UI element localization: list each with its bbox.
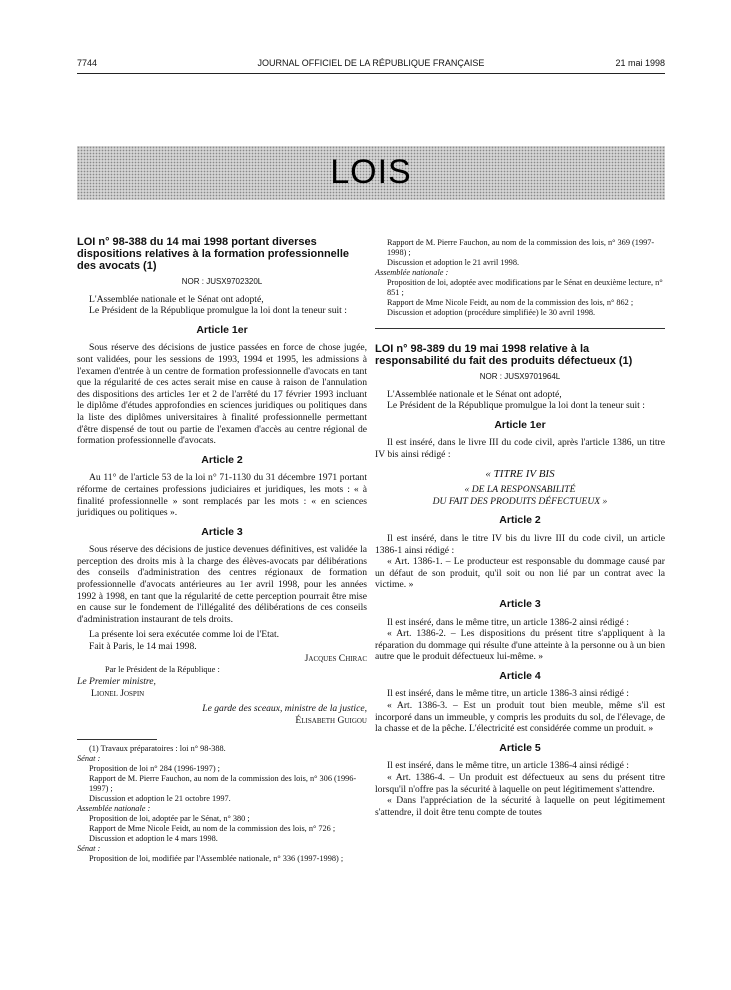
prime-minister-name: Lionel Jospin: [91, 687, 145, 699]
law-intro: Le Président de la République promulgue la loi dont la teneur suit :: [387, 400, 645, 412]
article-quote: « Art. 1386-4. – Un produit est défectueux au sens du présent titre lorsqu'il n'offre pas la sécurité à laquelle on peut légitimement s'attendre.: [375, 772, 665, 795]
prime-minister-title: Le Premier ministre,: [77, 676, 156, 688]
footnotes: [77, 744, 367, 864]
law-title: LOI n° 98-388 du 14 mai 1998 portant diverses dispositions relatives à la formation professionnelle des avocats (1): [77, 236, 350, 272]
footnote-line: Assemblée nationale :: [375, 268, 449, 277]
closing-text: La présente loi sera exécutée comme loi de l'Etat.: [89, 629, 280, 641]
right-column: [375, 238, 665, 818]
footnote-line: Discussion et adoption le 4 mars 1998.: [89, 833, 218, 843]
page-number: 7744: [77, 58, 98, 68]
law-title: LOI n° 98-389 du 19 mai 1998 relative à la responsabilité du fait des produits défectueux (1): [375, 343, 633, 367]
footnote-line: Rapport de Mme Nicole Feidt, au nom de la commission des lois, n° 862 ;: [387, 298, 634, 307]
section-title: LOIS: [330, 153, 412, 191]
article-quote: « Art. 1386-1. – Le producteur est responsable du dommage causé par un défaut de son produit, qu'il soit ou non lié par un contrat avec la victime. »: [375, 556, 665, 591]
footnote-line: Sénat :: [77, 843, 101, 853]
footnote-line: Assemblée nationale :: [77, 803, 151, 813]
issue-date: 21 mai 1998: [615, 58, 665, 68]
footnotes-continued: [375, 238, 665, 318]
article-heading: Article 2: [201, 453, 243, 466]
article-heading: Article 3: [499, 597, 541, 610]
article-text: Sous réserve des décisions de justice devenues définitives, est validée la perception des droits mis à la charge des élèves-avocats par délibérations des conseils d'administration des centres régionaux de formation professionnelle d'avocats antérieures au 1er avril 1998, pour les années 1992 à 1998, en tant que la régularité de cette perception pourrait être mise en cause sur le fondement de l'illégalité des délibérations de ces conseils d'administration instaurant de tels droits.: [77, 544, 367, 625]
left-column: [77, 236, 367, 864]
signatory-president: Jacques Chirac: [304, 652, 367, 664]
footnote-line: Proposition de loi, adoptée avec modifications par le Sénat en deuxième lecture, n° 851 ;: [387, 278, 663, 297]
nor-reference: NOR : JUSX9701964L: [479, 372, 561, 381]
article-text: Au 11° de l'article 53 de la loi n° 71-1130 du 31 décembre 1971 portant réforme de certaines professions judiciaires et juridiques, les mots : « à finalité professionnelle » sont remplacés par les mots : « en sciences juridiques ou politiques ».: [77, 472, 367, 519]
footnote-line: Proposition de loi, adoptée par le Sénat, n° 380 ;: [89, 813, 250, 823]
law-intro: L'Assemblée nationale et le Sénat ont adopté,: [387, 388, 562, 400]
article-heading: Article 4: [499, 669, 541, 682]
by-president-label: Par le Président de la République :: [105, 665, 220, 675]
closing-date: Fait à Paris, le 14 mai 1998.: [89, 641, 197, 653]
titre-subheading: « DE LA RESPONSABILITÉ: [464, 484, 576, 496]
journal-title: JOURNAL OFFICIEL DE LA RÉPUBLIQUE FRANÇAISE: [257, 58, 485, 68]
footnote-line: (1) Travaux préparatoires : loi n° 98-388.: [89, 743, 226, 753]
article-text: Sous réserve des décisions de justice passées en force de chose jugée, sont validées, pour les sessions de 1993, 1994 et 1995, les admissions à l'examen d'entrée à un centre de formation professionnelle d'avocats en tant que la régularité de ces actes serait mise en cause à raison de l'annulation des dispositions des articles 1er et 2 de l'arrêté du 17 février 1993 incluant le diplôme d'études approfondies en sciences juridiques ou politiques dans la liste des diplômes universitaires à finalité professionnelle permettant d'être dispensé de tout ou partie de l'examen d'accès au centre régional de formation professionnelle d'avocats.: [77, 342, 367, 447]
minister-title: Le garde des sceaux, ministre de la justice,: [202, 703, 367, 715]
footnote-line: Sénat :: [77, 753, 101, 763]
footnote-line: Proposition de loi n° 284 (1996-1997) ;: [89, 763, 220, 773]
article-quote: « Art. 1386-3. – Est un produit tout bien meuble, même s'il est incorporé dans un immeuble, y compris les produits du sol, de l'élevage, de la chasse et de la pêche. L'électricité est considérée comme un produit. »: [375, 700, 665, 735]
article-heading: Article 1er: [196, 323, 248, 336]
article-text: Il est inséré, dans le livre III du code civil, après l'article 1386, un titre IV bis ainsi rédigé :: [375, 437, 665, 460]
article-heading: Article 1er: [494, 418, 546, 431]
footnote-line: Discussion et adoption le 21 avril 1998.: [387, 258, 520, 267]
nor-reference: NOR : JUSX9702320L: [181, 277, 263, 286]
footnote-line: Proposition de loi, modifiée par l'Assemblée nationale, n° 336 (1997-1998) ;: [89, 853, 344, 863]
article-quote: « Dans l'appréciation de la sécurité à laquelle on peut légitimement s'attendre, il doit être tenu compte de toutes: [375, 795, 665, 818]
article-heading: Article 5: [499, 741, 541, 754]
law-intro: L'Assemblée nationale et le Sénat ont adopté,: [89, 293, 264, 305]
footnote-line: Rapport de Mme Nicole Feidt, au nom de la commission des lois, n° 726 ;: [89, 823, 336, 833]
footnote-line: Rapport de M. Pierre Fauchon, au nom de la commission des lois, n° 369 (1997-1998) ;: [387, 238, 655, 257]
page-header: [77, 58, 665, 72]
law-separator: [375, 328, 665, 329]
section-banner: [77, 146, 665, 200]
article-text: Il est inséré, dans le même titre, un article 1386-2 ainsi rédigé :: [387, 616, 629, 628]
footnote-line: Rapport de M. Pierre Fauchon, au nom de la commission des lois, n° 306 (1996-1997) ;: [89, 773, 357, 793]
article-heading: Article 2: [499, 514, 541, 527]
footnote-line: Discussion et adoption le 21 octobre 1997.: [89, 793, 231, 803]
minister-name: Élisabeth Guigou: [295, 715, 367, 726]
footnote-line: Discussion et adoption (procédure simplifiée) le 30 avril 1998.: [387, 308, 596, 317]
article-quote: « Art. 1386-2. – Les dispositions du présent titre s'appliquent à la réparation du dommage qui résulte d'une atteinte à la personne ou à un bien autre que le produit défectueux lui-même. »: [375, 628, 665, 663]
law-intro: Le Président de la République promulgue la loi dont la teneur suit :: [89, 305, 347, 317]
article-text: Il est inséré, dans le même titre, un article 1386-3 ainsi rédigé :: [387, 688, 629, 700]
article-text: Il est inséré, dans le titre IV bis du livre III du code civil, un article 1386-1 ainsi rédigé :: [375, 532, 665, 556]
footnote-rule: [77, 739, 157, 740]
article-heading: Article 3: [201, 525, 243, 538]
titre-subheading: DU FAIT DES PRODUITS DÉFECTUEUX »: [432, 495, 608, 507]
titre-heading: « TITRE IV BIS: [485, 467, 555, 480]
article-text: Il est inséré, dans le même titre, un article 1386-4 ainsi rédigé :: [387, 760, 629, 772]
header-rule: [77, 73, 665, 74]
